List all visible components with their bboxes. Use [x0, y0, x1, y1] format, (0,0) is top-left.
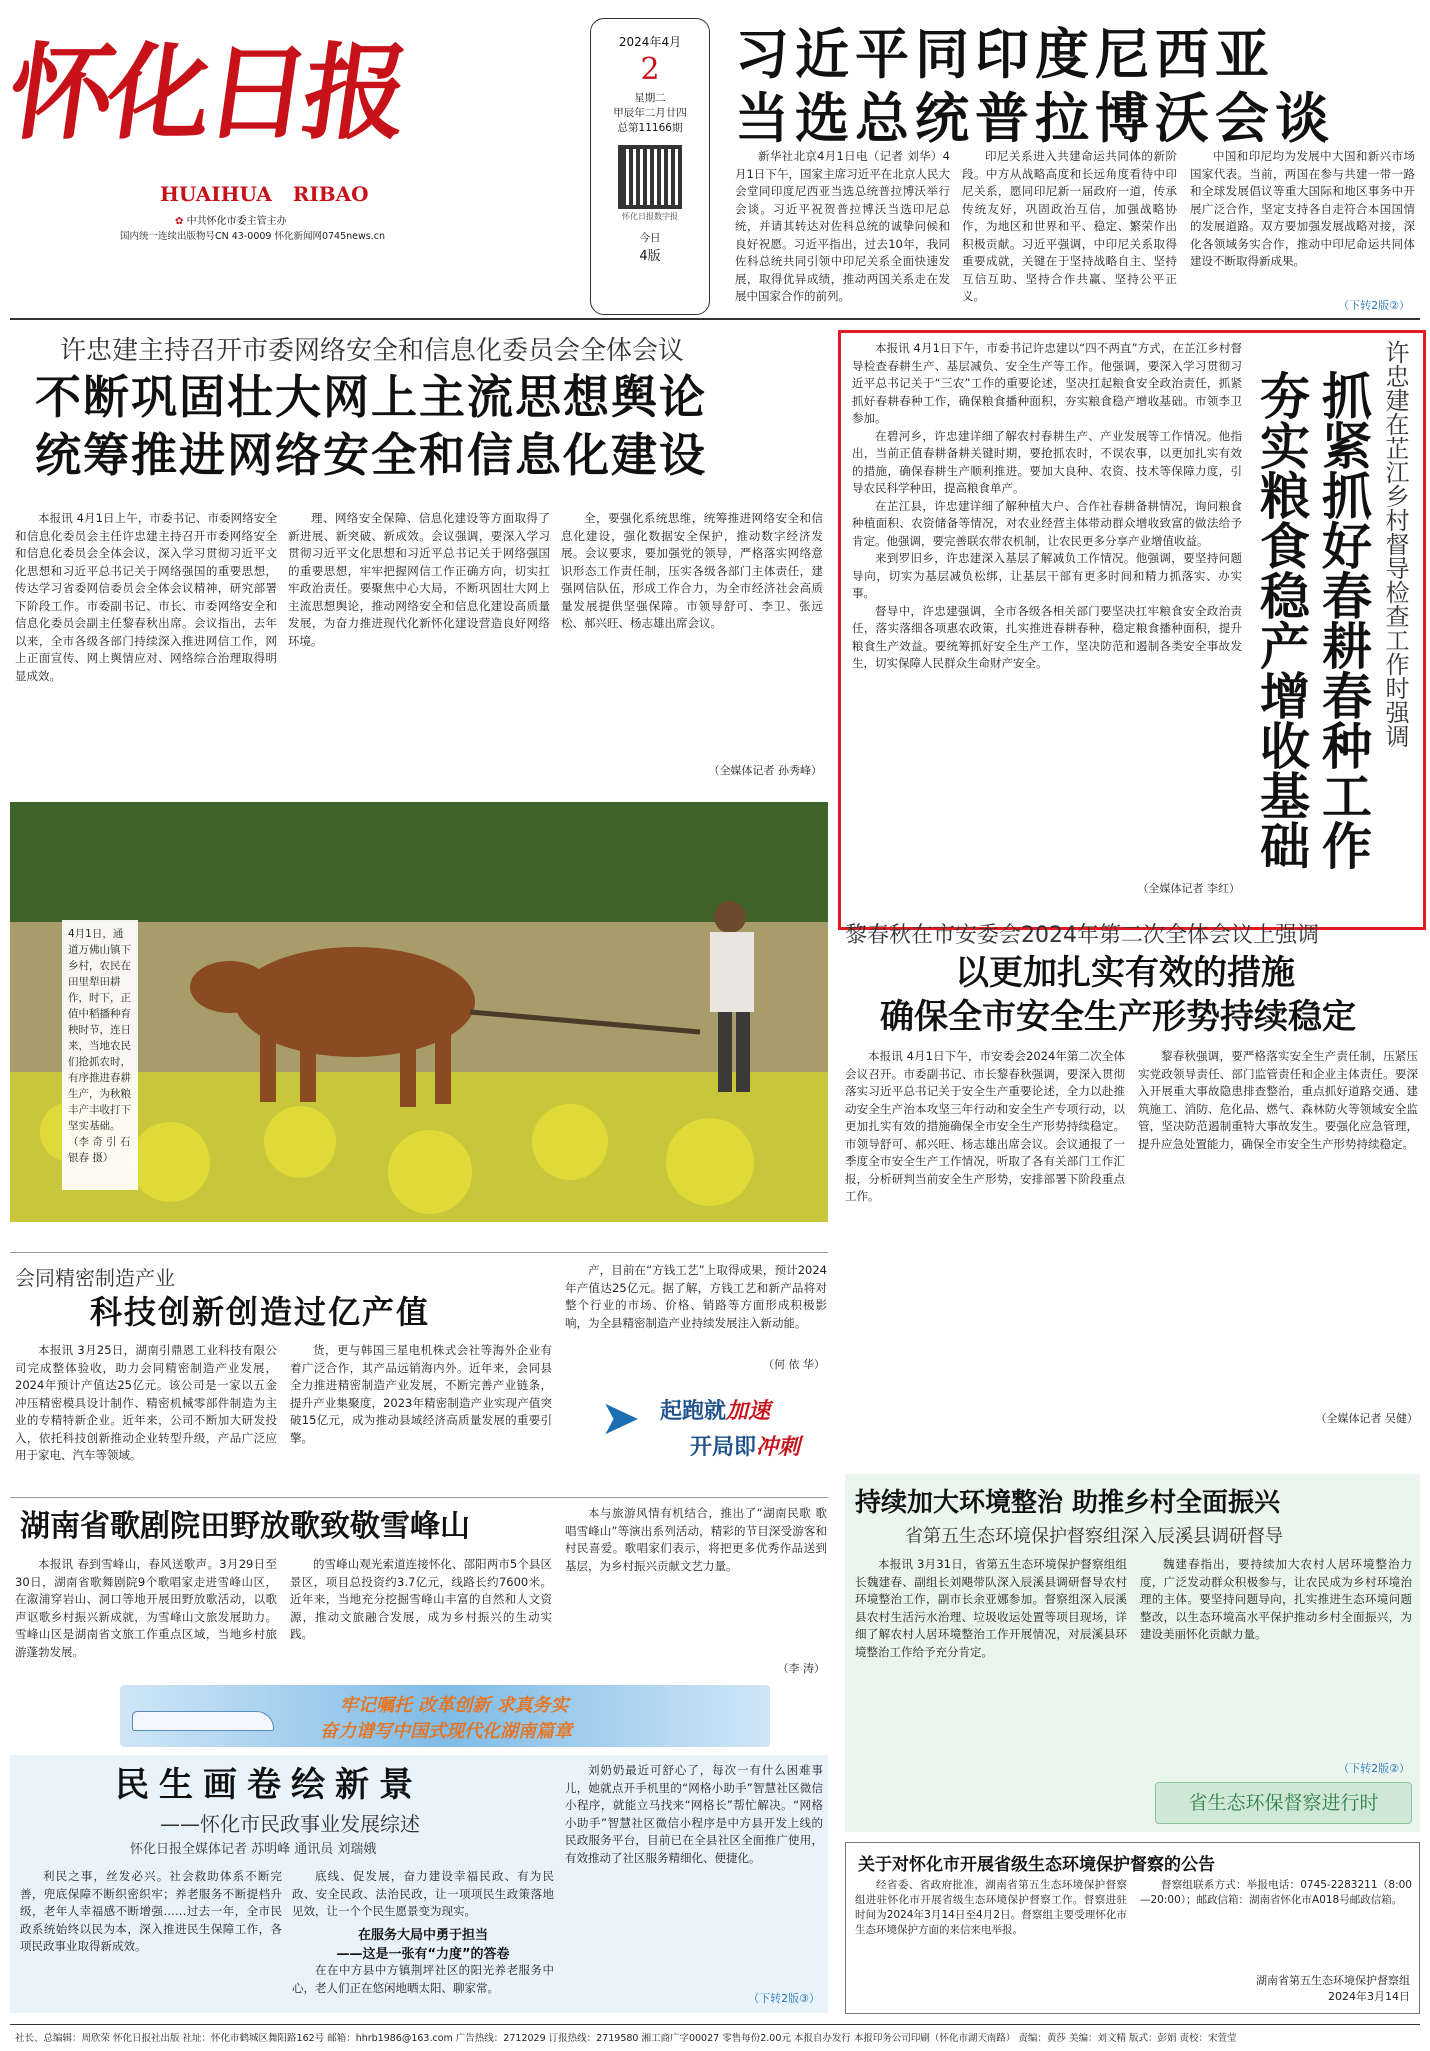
- huanjing-col-2: 魏建春指出，要持续加大农村人居环境整治力度，广泛发动群众积极参与，让农民成为乡村环境治理的主体。要坚持问题导向，扎实推进生态环境问题整改，以生态环境高水平保护推动乡村全面振兴，为建设美丽怀化贡献力量。: [1140, 1557, 1412, 1641]
- slogan-banner: [120, 1685, 770, 1747]
- banner-line-1: 牢记嘱托 改革创新 求真务实: [340, 1695, 569, 1716]
- minsheng-subtitle: ——怀化市民政事业发展综述: [160, 1812, 420, 1836]
- anquan-col-2: 黎春秋强调，要严格落实安全生产责任制，压紧压实党政领导责任、部门监管责任和企业主体责任。要深入开展重大事故隐患排查整治，重点抓好道路交通、建筑施工、消防、危化品、燃气、森林防火等领域安全监管，坚决防范遏制重特大事故发生。要强化应急管理，提升应急处置能力，确保全市安全生产形势持续稳定。: [1138, 1049, 1418, 1151]
- chungeng-title-2: 夯实粮食稳产增收基础: [1252, 370, 1311, 870]
- gonggao-sign: 湖南省第五生态环境保护督察组: [1256, 1974, 1410, 1987]
- masthead-sponsor: ✿ 中共怀化市委主管主办: [175, 216, 287, 227]
- masthead-divider: [10, 318, 1420, 320]
- anquan-col-1: 本报讯 4月1日下午，市安委会2024年第二次全体会议召开。市委副书记、市长黎春秋强调，要深入贯彻落实习近平总书记关于安全生产重要论述，全力以赴推动安全生产治本攻坚三年行动和安全生产专项行动，以更加扎实有效的措施确保全市安全生产形势持续稳定。市领导舒可、郝兴旺、杨志雄出席会议。会议通报了一季度全市安全生产工作情况，听取了各有关部门工作汇报，分析研判当前安全生产形势，安排部署下阶段重点工作。: [845, 1049, 1125, 1203]
- minsheng-jump[interactable]: （下转2版③）: [748, 1992, 820, 2005]
- geju-title: 湖南省歌剧院田野放歌致敬雪峰山: [20, 1509, 470, 1544]
- chungeng-credit: （全媒体记者 李红）: [1137, 882, 1240, 895]
- anquan-kicker: 黎春秋在市安委会2024年第二次全体会议上强调: [845, 923, 1319, 948]
- qipao-line-2: 开局即冲刺: [690, 1435, 801, 1460]
- keji-col-2: 货，更与韩国三星电机株式会社等海外企业有着广泛合作，其产品远销海内外。近年来，会同县全力推进精密制造产业发展，不断完善产业链条，提升产业集聚度，2023年精密制造产业实现产值突破15亿元，成为推动县域经济高质量发展的重要引擎。: [290, 1343, 552, 1445]
- chungeng-title-1: 抓紧抓好春耕春种工作: [1314, 370, 1373, 870]
- gonggao-col-2: 督察组联系方式：举报电话：0745-2283211（8:00—20:00）；邮政信箱：湖南省怀化市A018号邮政信箱。: [1140, 1879, 1412, 1906]
- date-weekday: 星期二: [634, 92, 666, 104]
- gonggao-date: 2024年3月14日: [1328, 1990, 1410, 2003]
- footer-info: 社长、总编辑：周欣荣 怀化日报社出版 社址：怀化市鹤城区舞阳路162号 邮箱：hhrb1986@163.com 广告热线：2712029 订报热线：2719580 湘工商广字00027 零售每份2.00元 本报自办发行 本报印务公司印刷（怀化市湖天南路） 责编：黄莎 美编：刘文精 版式：彭娟 责校：宋萱莹: [15, 2033, 1237, 2044]
- wangxin-col-1: 本报讯 4月1日上午，市委书记、市委网络安全和信息化委员会主任许忠建主持召开市委网络安全和信息化委员会全体会议，深入学习贯彻习近平文化思想和习近平总书记关于网络强国的重要思想，传达学习省委网信委员会全体会议精神，研究部署下阶段工作。市委副书记、市长、市委网络安全和信息化委员会副主任黎春秋出席。会议指出，去年以来，全市各级各部门持续深入推进网信工作，网上正面宣传、网上舆情应对、网络综合治理取得明显成效。: [15, 511, 277, 683]
- runner-icon: ➤: [600, 1390, 641, 1446]
- anquan-credit: （全媒体记者 吴健）: [1315, 1412, 1418, 1425]
- wangxin-credit: （全媒体记者 孙秀峰）: [708, 764, 822, 777]
- photo-credit: （李 奇 引 石银春 摄）: [68, 1136, 131, 1164]
- photo-caption: 4月1日，通道万佛山镇下乡村，农民在田里犁田耕作，时下，正值中稻播种育秧时节，连日来，当地农民们抢抓农时，有序推进春耕生产，为秋粮丰产丰收打下坚实基础。: [68, 928, 131, 1132]
- lead-title-line2: 当选总统普拉博沃会谈: [735, 86, 1335, 150]
- geju-divider: [10, 1497, 828, 1498]
- keji-credit: （何 依 华）: [763, 1358, 825, 1371]
- lead-col-3: 中国和印尼均为发展中大国和新兴市场国家代表。当前，两国在参与共建一带一路和全球发展倡议等重大国际和地区事务中开展广泛合作，坚定支持各自走符合本国国情的发展道路。双方要加强发展战略对接，深化各领域务实合作，推动中印尼命运共同体建设不断取得新成果。: [1190, 149, 1415, 268]
- huanjing-subtitle: 省第五生态环境保护督察组深入辰溪县调研督导: [905, 1526, 1283, 1547]
- minsheng-title: 民生画卷绘新景: [115, 1765, 423, 1805]
- page-count: 4版: [639, 249, 661, 264]
- huanjing-title: 持续加大环境整治 助推乡村全面振兴: [855, 1488, 1281, 1518]
- banner-line-2: 奋力谱写中国式现代化湖南篇章: [320, 1721, 572, 1742]
- huanjing-col-1: 本报讯 3月31日，省第五生态环境保护督察组组长魏建春、副组长刘飓带队深入辰溪县调研督导农村环境整治工作，副市长余亚娜参加。督察组深入辰溪县农村生活污水治理、垃圾收运处置等项目现场，详细了解农村人居环境整治工作开展情况，对辰溪县环境整治工作给予充分肯定。: [855, 1557, 1127, 1659]
- lead-col-1: 新华社北京4月1日电（记者 刘华）4月1日下午，国家主席习近平在北京人民大会堂同印度尼西亚当选总统普拉博沃举行会谈。习近平祝贺普拉博沃当选印尼总统，并请其转达对佐科总统的诚挚问候和良好祝愿。习近平指出，过去10年，我同佐科总统共同引领中印尼关系全面快速发展，取得优异成绩，推动两国关系走在发展中国家合作的前列。: [735, 149, 950, 303]
- lead-jump[interactable]: （下转2版②）: [1338, 299, 1410, 312]
- minsheng-col-2: 底线、促发展，奋力建设幸福民政、有为民政、安全民政、法治民政，让一项项民生政策落地见效，让一个个民生愿景变为现实。 在服务大局中勇于担当 ——这是一张有“力度”的答卷 在在中方县中方镇荆坪社区的阳光养老服务中心，老人们正在悠闲地晒太阳、聊家常。: [292, 1869, 554, 1995]
- qipao-line-1: 起跑就加速: [660, 1399, 771, 1424]
- train-icon: [132, 1711, 274, 1731]
- geju-credit: （李 涛）: [777, 1662, 825, 1675]
- qr-caption: 怀化日报数字报: [622, 212, 678, 221]
- minsheng-subhead-1: 在服务大局中勇于担当: [357, 1928, 488, 1943]
- wangxin-col-3: 全，要强化系统思维，统筹推进网络安全和信息化建设，强化数据安全保护，推动数字经济发展。会议要求，要加强党的领导，严格落实网络意识形态工作责任制，压实各级各部门主体责任，建强网信队伍，形成工作合力，为全市经济社会高质量发展提供坚强保障。市领导舒可、李卫、张远松、郝兴旺、杨志雄出席会议。: [561, 511, 823, 630]
- gonggao-title: 关于对怀化市开展省级生态环境保护督察的公告: [858, 1855, 1215, 1875]
- keji-col-3: 产，目前在“方钱工艺”上取得成果，预计2024年产值达25亿元。据了解，方钱工艺和新产品将对整个行业的市场、价格、销路等方面形成积极影响，为全县精密制造产业持续发展注入新动能。: [565, 1263, 827, 1330]
- date-day: 2: [640, 52, 660, 87]
- photo-caption-box: [62, 920, 138, 1190]
- date-year-month: 2024年4月: [618, 35, 682, 49]
- gonggao-col-1: 经省委、省政府批准，湖南省第五生态环境保护督察组进驻怀化市开展省级生态环境保护督察工作。督察进驻时间为2024年3月14日至4月2日。督察组主要受理怀化市生态环境保护方面的来信来电举报。: [855, 1879, 1127, 1936]
- wangxin-kicker: 许忠建主持召开市委网络安全和信息化委员会全体会议: [60, 336, 685, 366]
- masthead-pinyin: HUAIHUA RIBAO: [160, 182, 369, 206]
- lead-col-2: 印尼关系进入共建命运共同体的新阶段。中方从战略高度和长远角度看待中印尼关系，愿同印尼新一届政府一道，传承传统友好，巩固政治互信，加强战略协作，为地区和世界和平、稳定、繁荣作出积极贡献。习近平强调，中印尼关系取得重要成就，关键在于坚持战略自主、坚持互信互助、坚持合作共赢、坚持公平正义。: [962, 149, 1177, 303]
- huanjing-jump[interactable]: （下转2版②）: [1338, 1762, 1410, 1775]
- footer-divider: [10, 2024, 1420, 2025]
- qr-code-icon[interactable]: [618, 145, 682, 209]
- keji-col-1: 本报讯 3月25日，湖南引鼎恩工业科技有限公司完成整体验收，助力会同精密制造产业发展，2024年预计产值达25亿元。该公司是一家以五金冲压精密模具设计制作、精密机械零部件制造为主业的专精特新企业。近年来，公司不断加大研发投入，依托科技创新推动企业转型升级，产品广泛应用于家电、汽车等领域。: [15, 1343, 277, 1462]
- date-box: [590, 18, 710, 315]
- minsheng-subhead-2: ——这是一张有“力度”的答卷: [336, 1947, 510, 1962]
- keji-title: 科技创新创造过亿产值: [90, 1293, 431, 1331]
- keji-kicker: 会同精密制造产业: [15, 1266, 175, 1290]
- huanjing-badge: 省生态环保督察进行时: [1155, 1782, 1412, 1824]
- date-issue: 总第11166期: [617, 122, 683, 134]
- minsheng-byline: 怀化日报全媒体记者 苏明峰 通讯员 刘瑞娥: [130, 1842, 377, 1857]
- masthead-info: 国内统一连续出版物号CN 43-0009 怀化新闻网0745news.cn: [120, 231, 385, 242]
- party-emblem-icon: ✿: [175, 216, 184, 227]
- wangxin-title-2: 统筹推进网络安全和信息化建设: [35, 428, 707, 482]
- today-label: 今日: [639, 232, 661, 244]
- wangxin-title-1: 不断巩固壮大网上主流思想舆论: [35, 370, 707, 424]
- farming-photo: [10, 802, 828, 1222]
- qipao-graphic: [600, 1380, 828, 1490]
- masthead: [1, 10, 440, 242]
- lead-title-line1: 习近平同印度尼西亚: [735, 22, 1275, 86]
- masthead-logo: 怀化日报: [1, 31, 411, 154]
- geju-col-3: 本与旅游风情有机结合，推出了“湖南民歌 歌唱雪峰山”等演出系列活动，精彩的节目深受游客和村民喜爱。歌唱家们表示，将把更多优秀作品送到基层，为乡村振兴贡献文艺力量。: [565, 1506, 827, 1573]
- chungeng-kicker: 许忠建在芷江乡村督导检查工作时强调: [1381, 340, 1409, 748]
- minsheng-col-1: 利民之事，丝发必兴。社会救助体系不断完善，兜底保障不断织密织牢；养老服务不断提档升级，老年人幸福感不断增强……过去一年，全市民政系统始终以民为本，深入推进民生保障工作，各项民政事业取得新成效。: [20, 1869, 282, 1953]
- keji-divider: [10, 1252, 828, 1253]
- geju-col-1: 本报讯 春到雪峰山，春风送歌声。3月29日至30日，湖南省歌舞剧院9个歌唱家走进雪峰山区，在溆浦穿岩山、洞口等地开展田野放歌活动，以歌声讴歌乡村振兴新成就，为雪峰山文旅发展助力。雪峰山区是湖南省文旅工作重点区域，当地乡村旅游蓬勃发展。: [15, 1557, 277, 1659]
- minsheng-col-3: 刘奶奶最近可舒心了，每次一有什么困难事儿，她就点开手机里的“网格小助手”智慧社区微信小程序，就能立马找来“网格长”帮忙解决。“网格小助手”智慧社区微信小程序是中方县开发上线的民政服务平台，目前已在全县社区全面推广使用，有效推动了社区服务精细化、便捷化。: [565, 1763, 823, 1865]
- date-lunar: 甲辰年二月廿四: [613, 107, 687, 119]
- anquan-title-2: 确保全市安全生产形势持续稳定: [880, 997, 1356, 1037]
- geju-col-2: 的雪峰山观光索道连接怀化、邵阳两市5个县区景区，项目总投资约3.7亿元，线路长约7600米。近年来，当地充分挖掘雪峰山丰富的自然和人文资源，推动文旅融合发展，成为乡村振兴的生动实践。: [290, 1557, 552, 1641]
- chungeng-text-block: 本报讯 4月1日下午，市委书记许忠建以“四不两直”方式，在芷江乡村督导检查春耕生产、基层减负、安全生产等工作。他强调，要深入学习贯彻习近平总书记关于“三农”工作的重要论述，坚决扛起粮食安全政治责任，抓紧抓好春耕春种工作，确保粮食播种面积，夯实粮食稳产增收基础。市领李卫参加。 在碧河乡，许忠建详细了解农村春耕生产、产业发展等工作情况。他指出，当前正值春耕备耕关键时期，要抢抓农时，不误农事，以更加扎实有效的措施，确保春耕生产顺利推进。要加大良种、农资、技术等保障力度，引导农民科学种田，提高粮食单产。 在芷江县，许忠建详细了解种植大户、合作社春耕备耕情况，询问粮食种植面积、农资储备等情况，对农业经营主体带动群众增收致富的做法给予肯定。他强调，要完善联农带农机制，让农民更多分享产业增值收益。 来到罗旧乡，许忠建深入基层了解减负工作情况。他强调，要坚持问题导向，切实为基层减负松绑，让基层干部有更多时间和精力抓落实、办实事。 督导中，许忠建强调，全市各级各相关部门要坚决扛牢粮食安全政治责任，落实落细各项惠农政策，扎实推进春耕春种，稳定粮食播种面积，提升粮食生产效益。要统筹抓好安全生产工作，坚决防范和遏制各类安全事故发生，切实保障人民群众生命财产安全。: [852, 341, 1242, 670]
- wangxin-col-2: 理、网络安全保障、信息化建设等方面取得了新进展、新突破、新成效。会议强调，要深入学习贯彻习近平文化思想和习近平总书记关于网络强国的重要思想，牢牢把握网信工作正确方向，切实扛牢政治责任。要聚焦中心大局，不断巩固壮大网上主流思想舆论，推动网络安全和信息化建设高质量发展，为奋力推进现代化新怀化建设营造良好网络环境。: [288, 511, 550, 648]
- anquan-title-1: 以更加扎实有效的措施: [955, 953, 1295, 993]
